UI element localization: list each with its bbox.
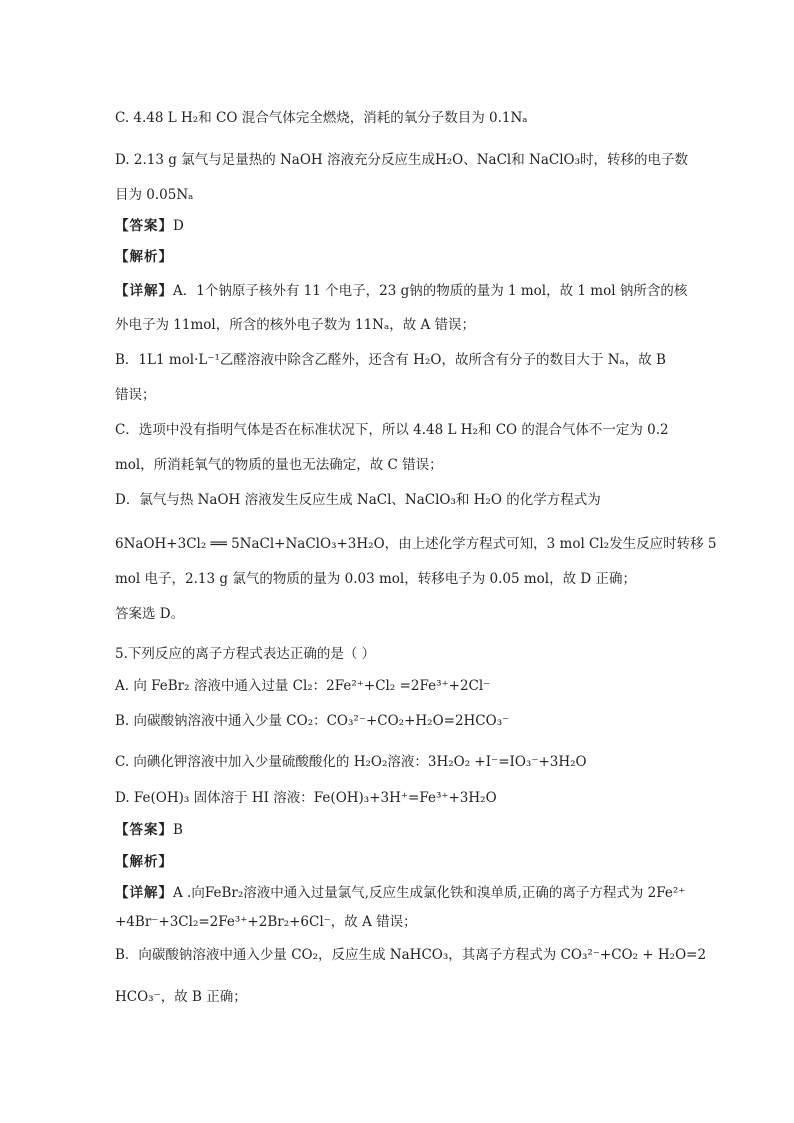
line-text: B．1L1 mol·L⁻¹乙醛溶液中除含乙醛外，还含有 H₂O，故所含有分子的数目大于 Nₐ，故 B — [115, 352, 666, 368]
line-text: A. 向 FeBr₂ 溶液中通入过量 Cl₂：2Fe²⁺+Cl₂ =2Fe³⁺+2Cl⁻ — [115, 678, 491, 694]
text-line — [115, 216, 682, 236]
text-line — [115, 820, 682, 840]
text-line — [115, 185, 682, 205]
section-tag: 【详解】 — [115, 885, 173, 901]
text-line — [115, 247, 682, 267]
text-line — [115, 987, 682, 1007]
line-text: +4Br⁻+3Cl₂=2Fe³⁺+2Br₂+6Cl⁻，故 A 错误； — [115, 914, 417, 930]
text-line — [115, 711, 682, 731]
text-line — [115, 676, 682, 696]
text-line — [115, 912, 682, 932]
line-text: D. 2.13 g 氯气与足量热的 NaOH 溶液充分反应生成H₂O、NaCl和 NaClO₃时，转移的电子数 — [115, 152, 689, 168]
text-line — [115, 315, 682, 335]
text-line — [115, 281, 688, 301]
text-line — [115, 788, 682, 808]
text-line — [115, 534, 717, 554]
line-text: B — [173, 822, 183, 838]
text-line — [115, 644, 682, 664]
text-line — [115, 108, 682, 128]
text-line — [115, 350, 682, 370]
line-text: 6NaOH+3Cl₂ ══ 5NaCl+NaClO₃+3H₂O，由上述化学方程式可知，3 mol Cl₂发生反应时转移 5 — [115, 536, 717, 552]
line-text: 错误； — [115, 387, 156, 403]
line-text: D．氯气与热 NaOH 溶液发生反应生成 NaCl、NaClO₃和 H₂O 的化学方程式为 — [115, 492, 601, 508]
text-line — [115, 490, 682, 510]
text-line — [115, 455, 682, 475]
line-text: A .向FeBr₂溶液中通入过量氯气,反应生成氯化铁和溴单质,正确的离子方程式为 2Fe²⁺ — [173, 885, 686, 901]
line-text: B. 向碳酸钠溶液中通入少量 CO₂：CO₃²⁻+CO₂+H₂O=2HCO₃⁻ — [115, 713, 510, 729]
text-line — [115, 752, 682, 772]
section-tag: 【解析】 — [115, 854, 173, 870]
text-line — [115, 604, 682, 624]
line-text: C．选项中没有指明气体是否在标准状况下，所以 4.48 L H₂和 CO 的混合气体不一定为 0.2 — [115, 422, 669, 438]
line-text: B．向碳酸钠溶液中通入少量 CO₂，反应生成 NaHCO₃，其离子方程式为 CO₃²⁻+CO₂ + H₂O=2 — [115, 947, 707, 963]
line-text: 外电子为 11mol，所含的核外电子数为 11Nₐ，故 A 错误； — [115, 317, 476, 333]
line-text: 5.下列反应的离子方程式表达正确的是（ ） — [115, 646, 376, 662]
line-text: C. 4.48 L H₂和 CO 混合气体完全燃烧，消耗的氧分子数目为 0.1Nₐ — [115, 110, 528, 126]
line-text: mol 电子，2.13 g 氯气的物质的量为 0.03 mol，转移电子为 0.05 mol，故 D 正确； — [115, 571, 637, 587]
line-text: C. 向碘化钾溶液中加入少量硫酸酸化的 H₂O₂溶液：3H₂O₂ +I⁻=IO₃⁻+3H₂O — [115, 754, 587, 770]
line-text: D — [173, 218, 184, 234]
text-line — [115, 945, 707, 965]
text-line — [115, 420, 682, 440]
line-text: D. Fe(OH)₃ 固体溶于 HI 溶液：Fe(OH)₃+3H⁺=Fe³⁺+3H₂O — [115, 790, 497, 806]
line-text: A．1个钠原子核外有 11 个电子，23 g钠的物质的量为 1 mol，故 1 mol 钠所含的核 — [173, 283, 688, 299]
text-line — [115, 883, 686, 903]
section-tag: 【详解】 — [115, 283, 173, 299]
text-line — [115, 569, 682, 589]
section-tag: 【答案】 — [115, 822, 173, 838]
line-text: HCO₃⁻，故 B 正确； — [115, 989, 247, 1005]
line-text: 答案选 D。 — [115, 606, 185, 622]
text-line — [115, 852, 682, 872]
line-text: 目为 0.05Nₐ — [115, 187, 194, 203]
text-line — [115, 385, 682, 405]
section-tag: 【解析】 — [115, 249, 173, 265]
text-line — [115, 150, 689, 170]
line-text: mol，所消耗氧气的物质的量也无法确定，故 C 错误； — [115, 457, 443, 473]
section-tag: 【答案】 — [115, 218, 173, 234]
